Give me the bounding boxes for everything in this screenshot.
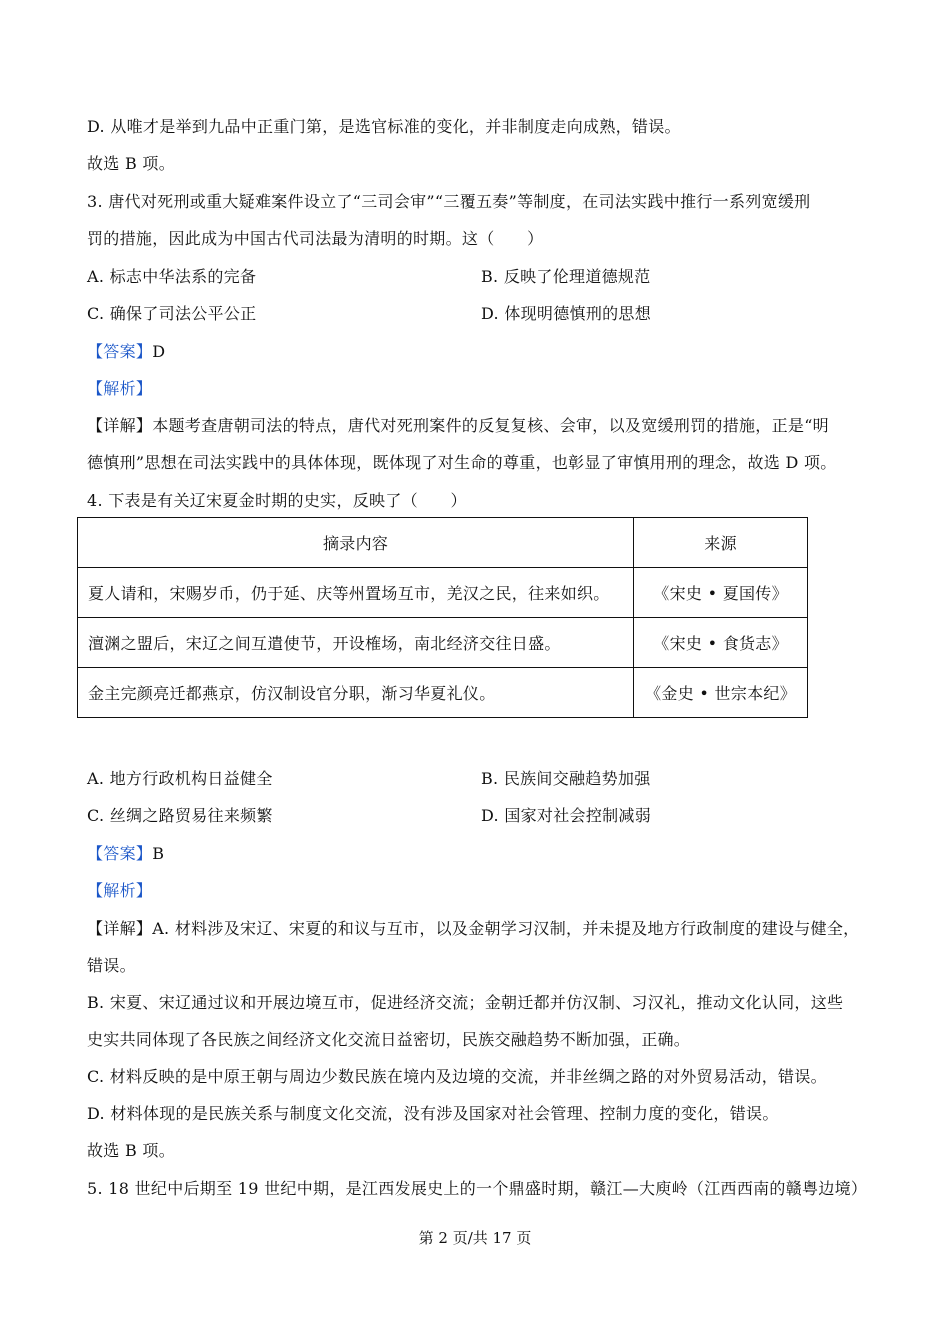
q4-stem: 4. 下表是有关辽宋夏金时期的史实，反映了（ ） — [87, 491, 467, 510]
table-row — [78, 668, 808, 718]
q4-detail-d: D. 材料体现的是民族关系与制度文化交流，没有涉及国家对社会管理、控制力度的变化，错误。 — [87, 1104, 779, 1123]
table-cell-excerpt: 夏人请和，宋赐岁币，仍于延、庆等州置场互市，羌汉之民，往来如织。 — [78, 568, 634, 618]
table-cell-source: 《宋史 • 夏国传》 — [634, 568, 808, 618]
q4-detail-b-line-1: B. 宋夏、宋辽通过议和开展边境互市，促进经济交流；金朝迁都并仿汉制、习汉礼，推动文化认同，这些 — [87, 993, 844, 1012]
table-cell-source: 《金史 • 世宗本纪》 — [634, 668, 808, 718]
page-footer: 第 2 页/共 17 页 — [418, 1229, 532, 1247]
table-row — [78, 618, 808, 668]
answer-tag: 【答案】 — [87, 844, 153, 863]
q3-option-d: D. 体现明德慎刑的思想 — [481, 304, 652, 323]
q2-choose: 故选 B 项。 — [87, 154, 176, 173]
table-header-row — [78, 518, 808, 568]
q3-answer — [87, 342, 165, 362]
q4-detail-c: C. 材料反映的是中原王朝与周边少数民族在境内及边境的交流，并非丝绸之路的对外贸易活动，错误。 — [87, 1067, 827, 1086]
q3-option-c: C. 确保了司法公平公正 — [87, 304, 257, 323]
table-cell-excerpt: 金主完颜亮迁都燕京，仿汉制设官分职，渐习华夏礼仪。 — [78, 668, 634, 718]
answer-value: D — [152, 342, 166, 361]
table-cell-excerpt: 澶渊之盟后，宋辽之间互遣使节，开设榷场，南北经济交往日盛。 — [78, 618, 634, 668]
q4-option-b: B. 民族间交融趋势加强 — [481, 769, 651, 788]
q3-stem-line-2: 罚的措施，因此成为中国古代司法最为清明的时期。这（ ） — [87, 229, 544, 248]
q4-detail-a-line-2: 错误。 — [87, 956, 136, 975]
q4-option-a: A. 地方行政机构日益健全 — [87, 769, 273, 788]
table-header-source: 来源 — [634, 518, 808, 568]
q2-option-d-analysis: D. 从唯才是举到九品中正重门第，是选官标准的变化，并非制度走向成熟，错误。 — [87, 117, 681, 136]
q5-stem-line-1: 5. 18 世纪中后期至 19 世纪中期，是江西发展史上的一个鼎盛时期，赣江—大庾岭（江西西南的赣粤边境） — [87, 1179, 868, 1198]
detail-tag: 【详解】 — [87, 919, 153, 938]
q4-option-c: C. 丝绸之路贸易往来频繁 — [87, 806, 273, 825]
table-header-excerpt: 摘录内容 — [78, 518, 634, 568]
q3-option-a: A. 标志中华法系的完备 — [87, 267, 257, 286]
detail-tag: 【详解】 — [87, 416, 153, 435]
q3-stem-line-1: 3. 唐代对死刑或重大疑难案件设立了“三司会审”“三覆五奏”等制度，在司法实践中推行一系列宽缓刑 — [87, 192, 811, 211]
q4-answer — [87, 844, 164, 864]
q4-detail-a-line-1: 【详解】A. 材料涉及宋辽、宋夏的和议与互市，以及金朝学习汉制，并未提及地方行政制度的建设与健全， — [87, 919, 860, 938]
q3-option-b: B. 反映了伦理道德规范 — [481, 267, 651, 286]
q3-detail-line-2: 德慎刑”思想在司法实践中的具体体现，既体现了对生命的尊重，也彰显了审慎用刑的理念，故选 D 项。 — [87, 453, 837, 472]
q3-analysis-tag: 【解析】 — [87, 379, 153, 398]
q4-source-table — [77, 517, 808, 718]
q4-detail-b-line-2: 史实共同体现了各民族之间经济文化交流日益密切，民族交融趋势不断加强，正确。 — [87, 1030, 691, 1049]
table-row — [78, 568, 808, 618]
table-cell-source: 《宋史 • 食货志》 — [634, 618, 808, 668]
q4-analysis-tag: 【解析】 — [87, 881, 153, 900]
q3-detail-line-1: 【详解】本题考查唐朝司法的特点，唐代对死刑案件的反复复核、会审，以及宽缓刑罚的措施，正是“明 — [87, 416, 829, 435]
answer-tag: 【答案】 — [87, 342, 153, 361]
q4-option-d: D. 国家对社会控制减弱 — [481, 806, 652, 825]
q4-choose: 故选 B 项。 — [87, 1141, 176, 1160]
answer-value: B — [152, 844, 165, 863]
